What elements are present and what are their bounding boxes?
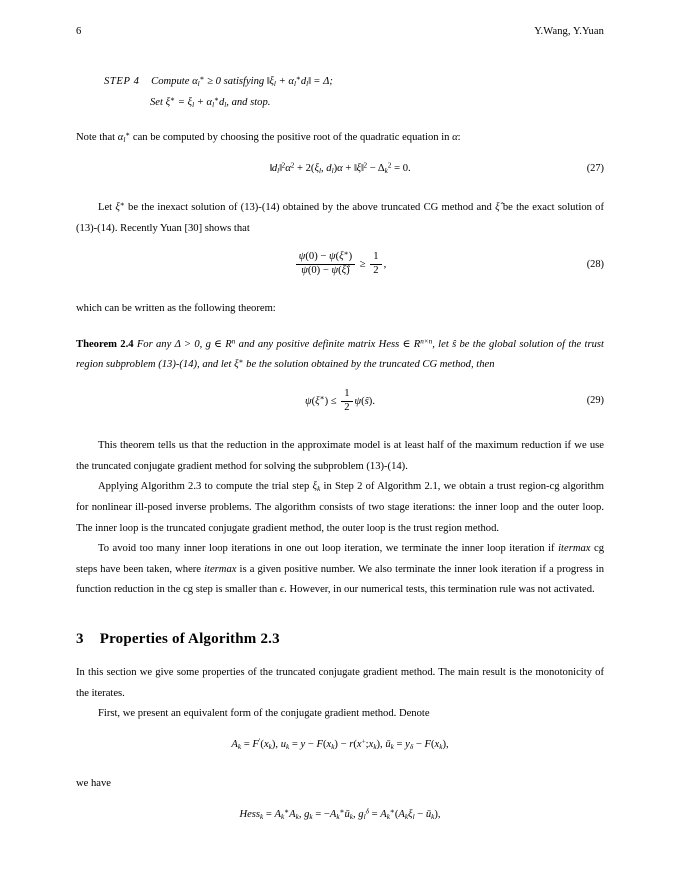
section-number: 3 [76, 631, 84, 648]
eq29-le: ≤ [330, 395, 337, 407]
page-number: 6 [76, 26, 82, 37]
eq27-plus-2: + [345, 163, 352, 175]
hess-u-bar-2: ū [425, 808, 432, 820]
applying-xi: ξ [312, 481, 318, 493]
plus-sign: + [278, 76, 286, 87]
let-text-2: be the inexact solution of (13)-(14) obtained by the above truncated CG method and [124, 201, 496, 213]
denote-y-2: y [405, 739, 410, 751]
hess-comma-2: , [352, 808, 356, 820]
eq29-close-2: ). [368, 395, 375, 407]
hess-A-5-sub: k [404, 812, 409, 821]
theorem-xi-star: ∗ [238, 357, 244, 366]
hess-open: ( [394, 808, 399, 820]
step-condition: ≥ 0 [207, 76, 221, 87]
denote-open-1: ( [260, 739, 264, 751]
denote-x-1: x [263, 739, 269, 751]
denote-x-4: x [368, 739, 374, 751]
eq29-psi-2: ψ [354, 395, 362, 407]
eq29-half-fraction [341, 388, 352, 415]
alpha-symbol-5: α [452, 132, 458, 144]
paragraph-let-xi [76, 198, 604, 239]
eq28-zero-2: (0) [307, 265, 321, 277]
eq27-alpha: α [285, 163, 291, 175]
hess-A-4-sub: k [386, 812, 390, 821]
denote-F: F [252, 739, 259, 751]
hess-A-4: A [380, 808, 387, 820]
hess-g-2: g [358, 808, 364, 820]
paragraph-applying-algorithm [76, 477, 604, 539]
hess-eq-1: = [265, 808, 272, 820]
denote-A: A [231, 739, 238, 751]
xi-star-sup: ∗ [170, 95, 176, 104]
denote-eq-3: = [396, 739, 403, 751]
hess-A-3: A [329, 808, 337, 820]
set-keyword: Set [150, 97, 163, 109]
denote-close-2: ) [334, 739, 338, 751]
hess-u-bar-1-sub: k [349, 812, 353, 821]
equation-28 [76, 251, 604, 278]
eq29-close-1: ) [324, 395, 329, 407]
denote-y-2-sub: δ [409, 743, 414, 752]
denote-open-3: ( [353, 739, 357, 751]
denote-y: y [300, 739, 306, 751]
xi-l-symbol: ξ [187, 97, 193, 109]
eq29-s-hat: ŝ [364, 395, 369, 407]
eq27-norm2-open: ‖ [353, 163, 357, 175]
note-text-1: Note that [76, 132, 118, 144]
d-symbol-2: d [218, 97, 225, 109]
denote-x-5-sub: k [439, 743, 443, 752]
hess-A-3-sup: ∗ [339, 806, 345, 815]
hess-A-1: A [274, 808, 282, 820]
denote-x-2-sub: k [331, 743, 335, 752]
equals-sign: = [313, 76, 321, 87]
eq28-close-2: ) [346, 265, 350, 277]
paragraph-we-have: we have [76, 778, 111, 789]
denote-minus-2: − [340, 739, 347, 751]
algorithm-step-line-1 [104, 71, 604, 92]
running-head [76, 26, 604, 37]
eq27-norm2-power: 2 [363, 161, 368, 170]
eq27-xi-sub: l [319, 167, 321, 176]
alpha-superscript-star: ∗ [199, 74, 205, 83]
hess-A-2: A [289, 808, 296, 820]
equation-29 [76, 388, 604, 415]
theorem-text-1: For any Δ > 0, [136, 338, 206, 350]
equation-hess [76, 807, 604, 823]
running-head-authors: Y.Wang, Y.Yuan [534, 26, 604, 37]
theorem-text-6: be the global solution of the trust region subproblem (13)-(14), and let [76, 338, 604, 371]
eq29-xi-star: ∗ [319, 394, 325, 403]
hess-Hess: Hess [239, 808, 261, 820]
hess-g-2-sub: l [363, 812, 366, 821]
denote-close-4: ), [442, 739, 449, 751]
eq28-minus-2: − [322, 265, 329, 277]
hess-close: ), [434, 808, 441, 820]
hess-A-1-sup: ∗ [284, 806, 290, 815]
alpha-subscript-4: l [123, 136, 126, 145]
hess-comma-1: , [298, 808, 302, 820]
denote-eq-2: = [291, 739, 298, 751]
eq27-Delta: Δ [377, 163, 385, 175]
hess-A-1-sub: k [281, 812, 285, 821]
xi-symbol-2: ξ [115, 201, 120, 213]
denote-eq-1: = [243, 739, 250, 751]
paragraph-to-avoid [76, 539, 604, 601]
hess-xi-sub: l [412, 812, 415, 821]
xi-subscript: l [273, 80, 276, 89]
theorem-R2: R [413, 338, 421, 350]
eq28-denominator [296, 264, 355, 278]
plus-sign-2: + [196, 97, 204, 109]
alpha-symbol-2: α [288, 76, 294, 87]
let-text-3: be the exact solution of (13)-(14). Recently Yuan [30] shows that [76, 201, 605, 234]
semicolon: ; [329, 76, 333, 87]
xi-hat-symbol: ξ̂ [495, 201, 500, 213]
section-heading [76, 631, 604, 648]
eq27-minus: − [369, 163, 376, 175]
eq28-xi-hat: ξ̂ [341, 265, 347, 277]
d-symbol: d [300, 76, 307, 87]
paragraph-note-that [76, 128, 604, 149]
hess-eq-2: = [315, 808, 322, 820]
algorithm-step-line-2 [150, 92, 604, 113]
eq28-half-fraction [370, 251, 381, 278]
eq27-close-paren: ) [333, 163, 338, 175]
note-text-3: : [457, 132, 461, 144]
denote-semicolon: ; [365, 739, 369, 751]
eq28-zero-1: (0) [305, 251, 318, 263]
alpha-symbol-4: α [117, 132, 124, 144]
equation-number-28: (28) [586, 258, 604, 270]
denote-r: r [349, 739, 354, 751]
eq28-psi-3: ψ [301, 265, 308, 277]
eq28-numerator [296, 251, 355, 264]
eq27-d2: d [326, 163, 332, 175]
eq27-comma: , [321, 163, 327, 175]
eq27-Delta-sub: k [384, 167, 388, 176]
eq29-open-2: ( [361, 395, 365, 407]
eq28-psi-1: ψ [298, 251, 306, 263]
avoid-text-4: . However, in our numerical tests, this termination rule was not activated. [284, 584, 595, 596]
d-subscript: l [306, 80, 309, 89]
denote-u-sub: k [286, 743, 290, 752]
d-subscript-2: l [224, 101, 227, 110]
xi-symbol: ξ [269, 76, 274, 87]
alpha-subscript-3: l [212, 101, 215, 110]
xi-l-subscript: l [192, 101, 195, 110]
applying-xi-sub: k [317, 485, 321, 494]
theorem-s-hat: ŝ [452, 338, 457, 350]
itermax-2: itermax [204, 563, 237, 575]
norm-open: ‖ [266, 76, 270, 87]
eq27-norm2-close: ‖ [361, 163, 364, 175]
denote-F-3: F [424, 739, 431, 751]
denote-x-1-sub: k [268, 743, 272, 752]
eq28-minus-1: − [320, 251, 327, 263]
hess-minus-2: − [417, 808, 424, 820]
eq28-xi: ξ [339, 251, 344, 263]
eq27-d: d [271, 163, 278, 175]
denote-u: u [280, 739, 286, 751]
hess-A-4-sup: ∗ [389, 806, 395, 815]
xi-star-symbol: ξ [165, 97, 171, 109]
xi-star-sup-2: ∗ [119, 200, 125, 209]
let-text-1: Let [98, 201, 116, 213]
eq28-relation: ≥ [359, 259, 366, 271]
alpha-star-3: ∗ [214, 95, 219, 104]
denote-x-3: x [356, 739, 362, 751]
hess-A-3-sub: k [336, 812, 340, 821]
denote-close-1: ), [271, 739, 279, 751]
hess-g-2-sup: δ [365, 806, 369, 815]
eq27-xi: ξ [314, 163, 319, 175]
eq29-psi-1: ψ [305, 395, 312, 407]
theorem-2-4 [76, 335, 604, 376]
avoid-text-3: is a given positive number. We also terminate the inner look iteration if a progress in function reduction in the cg step is smaller than [76, 563, 604, 596]
equation-number-27: (27) [586, 163, 604, 175]
step-satisfying: satisfying [223, 76, 265, 87]
eq28-tail: , [383, 259, 387, 271]
alpha-subscript: l [197, 80, 200, 89]
denote-close-3: ), [376, 739, 383, 751]
hess-eq-3: = [371, 808, 378, 820]
eq28-psi-2: ψ [329, 251, 336, 263]
eq27-Delta-sup: 2 [387, 161, 392, 170]
denote-minus-3: − [415, 739, 422, 751]
eq27-alpha-power: 2 [290, 161, 295, 170]
avoid-text-1: To avoid too many inner loop iterations in one out loop iteration, we terminate the inner loop iteration if [98, 543, 559, 555]
eq28-xi-star: ∗ [343, 249, 349, 258]
step-verb: Compute [151, 76, 190, 87]
theorem-label: Theorem 2.4 [76, 338, 134, 350]
eq28-fraction [296, 251, 355, 278]
eq29-open-1: ( [311, 395, 316, 407]
equation-number-29: (29) [586, 395, 604, 407]
denote-x-4-sub: k [373, 743, 377, 752]
eq28-open-2: ( [338, 265, 342, 277]
hess-xi: ξ [408, 808, 413, 820]
hess-minus-1: − [323, 808, 330, 820]
denote-A-sub: k [237, 743, 242, 752]
eq29-half-num: 1 [344, 388, 350, 400]
eq29-half-den: 2 [341, 401, 352, 415]
denote-F-2: F [316, 739, 323, 751]
eq27-norm-open: ‖ [269, 163, 272, 175]
eq27-d2-sub: l [331, 167, 334, 176]
eq27-xi2: ξ [356, 163, 362, 175]
hess-g-1-sub: k [309, 812, 313, 821]
alpha-subscript-2: l [293, 80, 296, 89]
applying-text-1: Applying Algorithm 2.3 to compute the trial step [98, 481, 313, 493]
eq27-d-sub: l [277, 167, 280, 176]
eq28-half-den: 2 [370, 264, 381, 278]
equals-sign-2: = [177, 97, 185, 109]
theorem-g: g [205, 338, 211, 350]
algorithm-step-label: STEP 4 [104, 76, 140, 87]
paragraph-which-written: which can be written as the following theorem: [76, 303, 276, 315]
theorem-xi: ξ [234, 359, 239, 371]
eq28-half-num: 1 [373, 251, 379, 263]
algorithm-step-block [104, 71, 604, 113]
equation-denote [76, 737, 604, 753]
eq27-norm-power: 2 [281, 161, 286, 170]
step-line2-tail: , and stop. [226, 97, 271, 109]
eq28-close-1: ) [348, 251, 353, 263]
denote-open-4: ( [431, 739, 435, 751]
hess-g-1: g [304, 808, 310, 820]
theorem-R2-sup: n×n [420, 337, 433, 345]
theorem-text-4: ∈ [399, 338, 414, 350]
note-text-2: can be computed by choosing the positive root of the quadratic equation in [130, 132, 453, 144]
eq28-open-1: ( [335, 251, 340, 263]
alpha-star-4: ∗ [125, 130, 131, 139]
hess-A-2-sub: k [295, 812, 299, 821]
hess-u-bar-1: ū [344, 808, 350, 820]
denote-u-bar: ū [385, 739, 391, 751]
theorem-R: R [225, 338, 232, 350]
epsilon-symbol: ϵ [279, 584, 285, 596]
theorem-text-3: and any positive definite matrix [235, 338, 379, 350]
applying-text-2: in Step 2 of Algorithm 2.1, we obtain a trust region-cg algorithm for nonlinear ill-posed inverse problems. The algorithm consists of two stage iterations: the inner loop and the outer loop. The inner loop is the truncated conjugate gradient method, the outer loop is the trust region method. [76, 481, 604, 534]
avoid-text-2: cg steps have been taken, where [76, 543, 605, 575]
eq28-psi-4: ψ [331, 265, 339, 277]
denote-x-3-sup: + [361, 737, 366, 746]
theorem-text-7: be the solution obtained by the truncated CG method, then [243, 359, 495, 371]
norm-close: ‖ [308, 76, 311, 87]
denote-x-2: x [326, 739, 332, 751]
hess-A-5: A [398, 808, 405, 820]
denote-x-5: x [434, 739, 440, 751]
alpha-star-2: ∗ [295, 74, 301, 83]
itermax-1: itermax [558, 543, 591, 555]
denote-u-bar-sub: k [390, 743, 394, 752]
hess-Hess-sub: k [260, 812, 264, 821]
theorem-text-2: ∈ [210, 338, 226, 350]
paragraph-in-this-section: In this section we give some properties of the truncated conjugate gradient method. The main result is the monotonicity of the iterates. [76, 667, 604, 699]
alpha-symbol-3: α [206, 97, 213, 109]
delta-symbol: Δ [323, 76, 330, 87]
theorem-R-sup: n [231, 337, 236, 345]
eq27-alpha2: α [337, 163, 343, 175]
eq27-norm-close: ‖ [279, 163, 282, 175]
hess-u-bar-2-sub: k [431, 812, 435, 821]
denote-open-2: ( [322, 739, 327, 751]
section-title: Properties of Algorithm 2.3 [99, 631, 280, 648]
paragraph-first-we-present: First, we present an equivalent form of the conjugate gradient method. Denote [98, 708, 430, 720]
denote-minus-1: − [307, 739, 314, 751]
eq27-plus-open: + 2( [297, 163, 315, 175]
equation-27 [76, 161, 604, 177]
paragraph-theorem-tells: This theorem tells us that the reduction in the approximate model is at least half of the maximum reduction if we use the truncated conjugate gradient method for solving the subproblem (13)-(14). [76, 439, 604, 472]
eq27-tail: = 0. [394, 163, 411, 175]
theorem-Hess: Hess [378, 338, 400, 350]
alpha-symbol: α [192, 76, 198, 87]
eq29-xi: ξ [315, 395, 320, 407]
denote-F-prime: ′ [258, 737, 261, 746]
theorem-text-5: , let [432, 338, 453, 350]
